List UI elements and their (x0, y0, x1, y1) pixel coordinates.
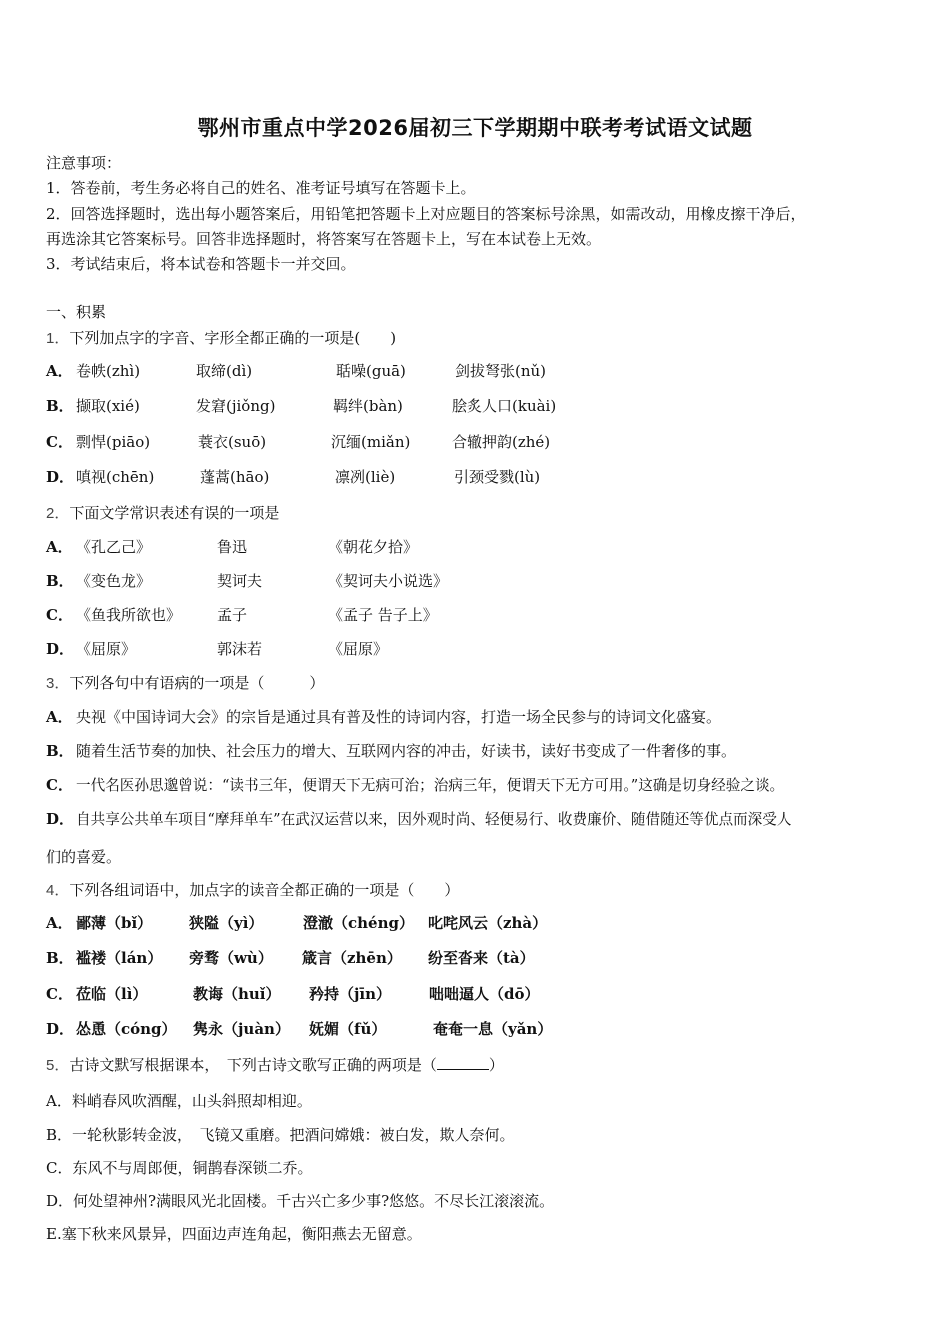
option-item: 纷至沓来（tà） (428, 949, 535, 967)
option-item: 《变色龙》 (76, 572, 152, 590)
option-item: 奄奄一息（yǎn） (433, 1020, 553, 1038)
question-1-stem (46, 327, 396, 348)
option-item: 蓑衣(suō) (198, 433, 267, 451)
option-item: 羁绊(bàn) (333, 397, 403, 415)
option-item: 妩媚（fǔ） (309, 1020, 387, 1038)
option-text: E.塞下秋来风景异，四面边声连角起，衡阳燕去无留意。 (46, 1225, 422, 1243)
option-item: 澄澈（chéng） (303, 914, 414, 932)
option-item: 沉缅(miǎn) (331, 433, 411, 451)
page-title: 鄂州市重点中学2026届初三下学期期中联考考试语文试题 (197, 116, 753, 140)
option-item: 怂恿（cóng） (76, 1020, 177, 1038)
notice-item: 再选涂其它答案标号。回答非选择题时，将答案写在答题卡上，写在本试卷上无效。 (46, 230, 602, 248)
question-2-stem (46, 502, 279, 523)
option-text: 一代名医孙思邈曾说：“读书三年，便谓天下无病可治；治病三年，便谓天下无方可用。”这确是切身经验之谈。 (76, 777, 785, 794)
option-letter: B． (46, 949, 74, 967)
option-letter: C． (46, 606, 73, 624)
option-item: 《朝花夕拾》 (328, 538, 419, 556)
option-letter: A． (46, 914, 73, 932)
question-text: 下列各组词语中，加点字的读音全都正确的一项是（ ） (69, 881, 460, 899)
option-letter: A． (46, 362, 73, 380)
option-item: 《屈原》 (328, 640, 389, 658)
option-item: 合辙押韵(zhé) (452, 433, 551, 451)
option-letter: B． (46, 397, 74, 415)
option-letter: C． (46, 433, 73, 451)
option-item: 聒噪(guā) (336, 362, 406, 380)
notice-item: 1．答卷前，考生务必将自己的姓名、准考证号填写在答题卡上。 (46, 179, 476, 197)
option-text-continued: 们的喜爱。 (46, 848, 122, 866)
option-item: 取缔(dì) (196, 362, 253, 380)
question-number: 3． (46, 675, 70, 692)
question-text: 下面文学常识表述有误的一项是 (69, 504, 280, 522)
option-item: 撷取(xié) (76, 397, 140, 415)
question-text: 古诗文默写根据课本， 下列古诗文歌写正确的两项是（ (69, 1056, 437, 1074)
option-item: 旁骛（wù） (189, 949, 273, 967)
option-item: 鲁迅 (217, 538, 248, 556)
notice-heading: 注意事项： (46, 154, 122, 172)
option-item: 引颈受戮(lù) (454, 468, 541, 486)
option-letter: D． (46, 810, 75, 828)
option-item: 《屈原》 (76, 640, 137, 658)
question-number: 1． (46, 330, 70, 347)
option-item: 隽永（juàn） (193, 1020, 290, 1038)
question-4-stem (46, 879, 459, 900)
option-item: 矜持（jīn） (309, 985, 392, 1003)
option-item: 咄咄逼人（dō） (429, 985, 540, 1003)
section-heading: 一、积累 (46, 303, 107, 321)
option-letter: D． (46, 1020, 75, 1038)
option-item: 卷帙(zhì) (76, 362, 141, 380)
option-item: 剽悍(piāo) (76, 433, 151, 451)
option-item: 莅临（lì） (76, 985, 148, 1003)
option-text: C．东风不与周郎便，铜鹊春深锁二乔。 (46, 1159, 313, 1177)
option-item: 契诃夫 (217, 572, 263, 590)
option-item: 鄙薄（bǐ） (76, 914, 153, 932)
option-letter: C． (46, 776, 73, 794)
option-item: 《鱼我所欲也》 (76, 606, 182, 624)
option-item: 凛冽(liè) (335, 468, 396, 486)
question-3-stem (46, 672, 324, 693)
option-item: 蓬蒿(hāo) (200, 468, 270, 486)
option-item: 嗔视(chēn) (76, 468, 155, 486)
option-item: 《契诃夫小说选》 (328, 572, 449, 590)
question-number: 4． (46, 882, 70, 899)
option-text: 央视《中国诗词大会》的宗旨是通过具有普及性的诗词内容，打造一场全民参与的诗词文化盛宴。 (76, 708, 722, 726)
option-item: 《孟子 告子上》 (328, 606, 438, 624)
option-item: 郭沫若 (217, 640, 263, 658)
option-letter: A． (46, 538, 73, 556)
answer-blank[interactable] (437, 1057, 489, 1070)
option-text: B．一轮秋影转金波， 飞镜又重磨。把酒问嫦娥：被白发，欺人奈何。 (46, 1126, 515, 1144)
option-item: 箴言（zhēn） (302, 949, 402, 967)
question-text-end: ） (488, 1056, 504, 1074)
option-text: 自共享公共单车项目“摩拜单车”在武汉运营以来，因外观时尚、轻便易行、收费廉价、随借随还等优点而深受人 (76, 811, 792, 828)
option-item: 《孔乙己》 (76, 538, 152, 556)
option-text: A．料峭春风吹酒醒，山头斜照却相迎。 (46, 1092, 312, 1110)
option-letter: C． (46, 985, 73, 1003)
option-letter: D． (46, 468, 75, 486)
option-item: 发窘(jiǒng) (196, 397, 276, 415)
option-item: 褴褛（lán） (76, 949, 163, 967)
question-5-stem (46, 1054, 504, 1075)
notice-item: 3．考试结束后，将本试卷和答题卡一并交回。 (46, 255, 356, 273)
option-item: 剑拔弩张(nǔ) (455, 362, 547, 380)
question-text: 下列加点字的字音、字形全都正确的一项是( ) (69, 329, 397, 347)
question-number: 2． (46, 505, 70, 522)
question-text: 下列各句中有语病的一项是（ ） (69, 674, 325, 692)
option-letter: D． (46, 640, 75, 658)
option-item: 狭隘（yì） (189, 914, 264, 932)
option-letter: B． (46, 572, 74, 590)
option-text: 随着生活节奏的加快、社会压力的增大、互联网内容的冲击，好读书，读好书变成了一件奢侈的事。 (76, 742, 737, 760)
question-number: 5． (46, 1057, 70, 1074)
option-item: 孟子 (217, 606, 248, 624)
option-letter: A． (46, 708, 73, 726)
option-item: 教诲（huǐ） (193, 985, 281, 1003)
option-text: D．何处望神州?满眼风光北固楼。千古兴亡多少事?悠悠。不尽长江滚滚流。 (46, 1192, 555, 1210)
option-item: 叱咤风云（zhà） (428, 914, 548, 932)
option-item: 脍炙人口(kuài) (452, 397, 557, 415)
notice-item: 2．回答选择题时，选出每小题答案后，用铅笔把答题卡上对应题目的答案标号涂黑，如需改动，用橡皮擦干净后， (46, 205, 806, 223)
option-letter: B． (46, 742, 74, 760)
